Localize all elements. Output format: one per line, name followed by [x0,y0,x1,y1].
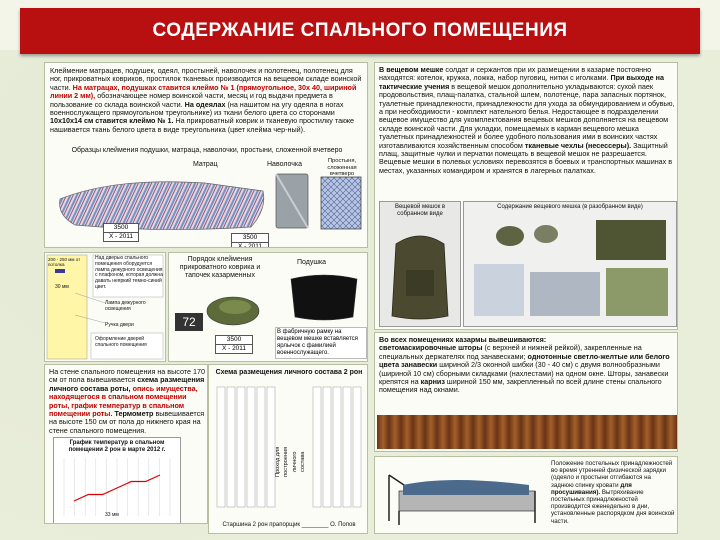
kitbag-text-5: Для укладки, помещаемых в карман вещевого мешка туалетных принадлежностей и более удобного пользования ими в воинских частях изготавливаются хозяйственным способом [379,123,658,150]
page-title: СОДЕРЖАНИЕ СПАЛЬНОГО ПОМЕЩЕНИЯ [152,20,568,41]
kitbag-text-7: Защитный плащ, защитные чулки и перчатки помещать в вещевой мешок не разрешается. [379,140,668,159]
kitbag-panel [374,62,678,330]
door-lighting-note: Над дверью спального помещения оборудуется лампа дежурного освещения с плафоном, которая должна давать неяркий темно-синий цвет. [95,255,163,290]
pillowcase-stamp [231,233,269,248]
marking-text-1: Клеймение матрацев, подушек, одеял, простыней, наволочек и полотенец, полотенец для ног, прикроватных ковриков, простилок тканевых производится на вещевом складе воинской части. [50,66,362,92]
pillowcase-image [273,171,311,233]
marking-text [50,67,362,134]
stamp-number: 3500 [113,224,129,231]
curtains-text-6: Шторы, занавески крепятся на [379,368,669,387]
wall-text-3: опись имущества, находящегося в спальном помещении роты, [49,383,198,410]
curtains-text-7: карниз [420,377,445,387]
mattress-label: Матрац [193,161,218,168]
wall-info-text [49,368,205,435]
marking-text-6: 10х10х14 см ставится клеймо № 1. [50,116,174,126]
rug-stamp [215,335,253,354]
chart-title: График температур в спальном помещении 2 рон в марте 2012 г. [68,440,166,453]
scheme-footer: Старшина 2 рон прапорщик ________ О. Попов [222,522,356,528]
frame-note: В фабричную рамку на вещевом мешке вставляется ярлычок с фамилией военнослужащего. [275,327,367,359]
kitbag-text-8: Вещевые мешки в полевых условиях перевозятся в боевых и транспортных машинах в местах, указанных командиром и хранятся в лагерных палатках. [379,157,673,175]
door-panel [44,252,166,362]
handle-label: Ручка двери [105,322,134,328]
ceiling-distance: 200 - 250 мм от потолка [48,257,81,267]
stamp-date: Х - 2011 [104,232,138,241]
curtains-text-8: шириной 150 мм, закрепленный по всей длине стены спального помещения над окнами. [379,377,662,395]
marking-text-3: обозначающее номер воинской части, месяц и год выдачи предмета в пользование со склада воинской части. [50,91,333,109]
stamp-number-2: 3500 [242,234,258,241]
marking-text-5: (на нашитом на угу одеяла в ногах военнослужащего прямоугольном треугольнике) из ткани белого цвета со сторонами [50,99,344,118]
marking-text-2: На матрацах, подушках ставится клеймо № 1 (прямоугольное, 30х 40, шириной линии 2 мм), [50,82,357,101]
kitbag-text-3: При выходе на тактические учения [379,73,664,91]
marking-text-7: На прикроватный коврик и тканевую простилку также нашивается ткань белого цвета в виде треугольника (цвет клейма чер-ный). [50,116,355,134]
kitbag-image [386,224,454,322]
packed-caption: Вещевой мешок в собранном виде [394,204,446,217]
lamp-size: 30 мм [55,284,69,290]
mattress-stamp [103,223,139,242]
kitbag-contents-photo [463,201,677,327]
slipper-number-tag: 72 [175,313,203,331]
rug-marking-panel [168,252,368,362]
bottom-dimension: 33 мм [105,512,119,518]
curtains-text [379,336,675,395]
wall-text-6: вывешивается на высоте 150 см от пола до нижнего края на стене спального помещения. [49,409,205,435]
bed-text-2: для просушивания). [551,481,632,496]
kitbag-text-1: В вещевом мешке [379,65,444,74]
bed-text [551,460,675,525]
curtains-text-2: светомаскировочные шторы [379,343,483,353]
order-title: Порядок клеймения прикроватного коврика и тапочек казарменных [179,256,261,279]
curtains-panel [374,332,678,452]
pillowcase-label: Наволочка [267,161,302,168]
pillow-image [287,269,361,325]
marking-panel [44,62,368,248]
curtain-image [377,415,677,449]
marking-text-4: На одеялах [184,99,226,109]
bed-image [379,461,547,531]
kitbag-text-6: тканевые чехлы (несессеры). [524,140,632,150]
wall-text-5: Термометр [114,409,154,419]
scheme-panel [208,364,368,534]
sheet-image [319,175,363,231]
stamp-date-2: Х - 2011 [232,242,268,248]
curtains-text-3: (с верхней и нижней рейкой), закрепленные на специальных держателях под занавесками; [379,343,642,361]
title-banner [20,8,700,54]
aisle-label: Проход для построения личного состава [275,446,307,477]
curtains-text-4: однотонные светло-желтые или белого цвета занавески [379,351,670,370]
stamp-number-3: 3500 [226,336,242,343]
pillow-label: Подушка [297,259,327,266]
samples-caption: Образцы клеймения подушки, матраца, наволочки, простыни, сложенной вчетверо [71,147,343,154]
kitbag-text-4: в вещевой мешок дополнительно укладываются: сухой паек продовольствия, плащ-палатка, стальной шлем, полотенце, пара запасных портянок, туалетные принадлежности, принадлежности для ухода за обмундированием и обувью, а при необходимости - комплект нательного белья. Недостающее в подразделении вещевое имущество для укомплектования вещевых мешков дополняется на вещевом складе воинской части. [379,81,675,133]
wall-text-4: график температур в спальном помещении роты. [49,400,185,419]
bed-text-3: Вытряхивание постельных принадлежностей производится еженедельно в дни, установленные распорядком дня воинской части. [551,488,675,525]
stamp-date-3: Х - 2011 [216,344,252,353]
slippers-image [205,289,265,329]
mattress-image [55,169,269,233]
kitbag-packed-photo [379,201,461,327]
lamp-label: Лампа дежурного освещения [105,300,146,312]
wall-text-2: схема размещения личного состава роты, [49,375,205,393]
curtains-text-5: шириной 2/3 оконной шибки (30 - 40 см) с двумя волнообразными (шириной 10 см) сборными складками (нахлестами) на одном окне. [379,360,660,378]
scheme-title: Схема размещения личного состава 2 рон [215,369,363,376]
wall-text-1: На стене спального помещения на высоте 170 см от пола вывешивается [49,367,205,385]
kitbag-text [379,66,675,175]
contents-caption: Содержание вещевого мешка (в разобранном виде) [497,204,643,210]
kitbag-contents-image [466,214,674,324]
sheet-label: Простыня, сложенная вчетверо [327,158,357,177]
door-design-label: Оформление дверей спального помещения [95,336,147,348]
room-info-panel [44,364,208,524]
bed-text-1: Положение постельных принадлежностей во время утренней физической зарядки (одеяло и простыни отгибаются на заднюю спинку кровати [551,460,673,489]
bed-panel [374,456,678,534]
kitbag-text-2: солдат и сержантов при их размещении в казарме постоянно находятся: котелок, кружка, ложка, набор пуговиц, нитки с иголками. [379,65,652,83]
curtains-text-1: Во всех помещениях казармы вывешиваются: [379,335,547,344]
